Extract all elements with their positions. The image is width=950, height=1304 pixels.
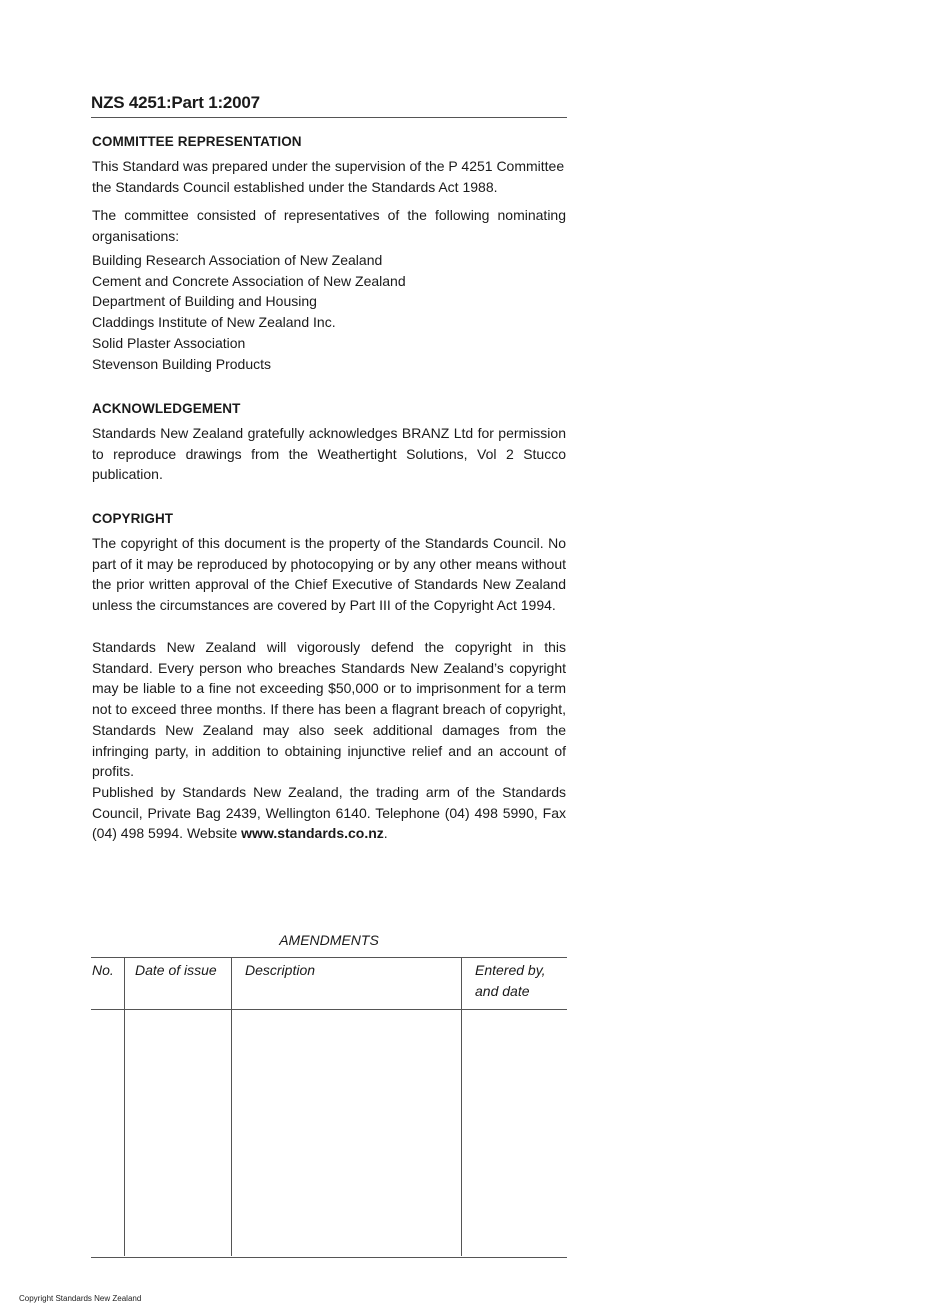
committee-consisted: The committee consisted of representatives of the following nominating organisations:	[92, 207, 566, 244]
list-item: Solid Plaster Association	[92, 334, 246, 351]
column-divider	[461, 958, 462, 1256]
acknowledgement-text: Standards New Zealand gratefully acknowledges BRANZ Ltd for permission to reproduce drawings from the Weathertight Solutions, Vol 2 Stucco publication.	[92, 425, 566, 483]
amendments-title: AMENDMENTS	[279, 932, 379, 948]
column-divider	[124, 958, 125, 1256]
list-item: Stevenson Building Products	[92, 355, 271, 372]
standard-title: NZS 4251:Part 1:2007	[91, 93, 260, 112]
committee-intro-line-2: the Standards Council established under the Standards Act 1988.	[92, 178, 498, 195]
organisations-list	[92, 250, 566, 374]
page-header	[91, 92, 567, 118]
column-header-description: Description	[245, 962, 316, 978]
column-header-date: Date of issue	[135, 962, 217, 978]
list-item: Claddings Institute of New Zealand Inc.	[92, 314, 336, 331]
column-divider	[231, 958, 232, 1256]
website-link[interactable]: www.standards.co.nz	[241, 825, 384, 842]
copyright-footer: Copyright Standards New Zealand	[19, 1294, 142, 1303]
published-by	[92, 782, 566, 844]
column-header-entered-line-1: Entered by,	[475, 962, 546, 978]
published-end: .	[383, 825, 388, 842]
amendments-table	[91, 957, 567, 1258]
committee-intro	[92, 156, 566, 197]
acknowledgement-heading: ACKNOWLEDGEMENT	[92, 401, 241, 416]
list-item: Cement and Concrete Association of New Zealand	[92, 272, 406, 289]
column-header-no: No.	[92, 962, 114, 978]
copyright-para-1: The copyright of this document is the property of the Standards Council. No part of it may be reproduced by photocopying or by any other means without the prior written approval of the Chief Executive of Standards New Zealand unless the circumstances are covered by Part III of the Copyright Act 1994.	[92, 535, 566, 614]
copyright-heading: COPYRIGHT	[92, 511, 174, 526]
published-text: Published by Standards New Zealand, the trading arm of the Standards Council, Private Bag 2439, Wellington 6140. Telephone (04) 498 5990, Fax (04) 498 5994. Website	[92, 784, 566, 842]
copyright-para-2: Standards New Zealand will vigorously defend the copyright in this Standard. Every person who breaches Standards New Zealand’s copyright may be liable to a fine not exceeding $50,000 or to imprisonment for a term not to exceed three months. If there has been a flagrant breach of copyright, Standards New Zealand may also seek additional damages from the infringing party, in addition to obtaining injunctive relief and an account of profits.	[92, 639, 566, 780]
list-item: Department of Building and Housing	[92, 293, 317, 310]
table-header-rule	[91, 1009, 567, 1010]
column-header-entered-line-2: and date	[475, 982, 530, 999]
list-item: Building Research Association of New Zealand	[92, 252, 383, 268]
column-header-entered	[475, 960, 546, 1001]
committee-intro-line-1: This Standard was prepared under the supervision of the P 4251 Committee	[92, 158, 565, 174]
committee-heading: COMMITTEE REPRESENTATION	[92, 134, 302, 149]
